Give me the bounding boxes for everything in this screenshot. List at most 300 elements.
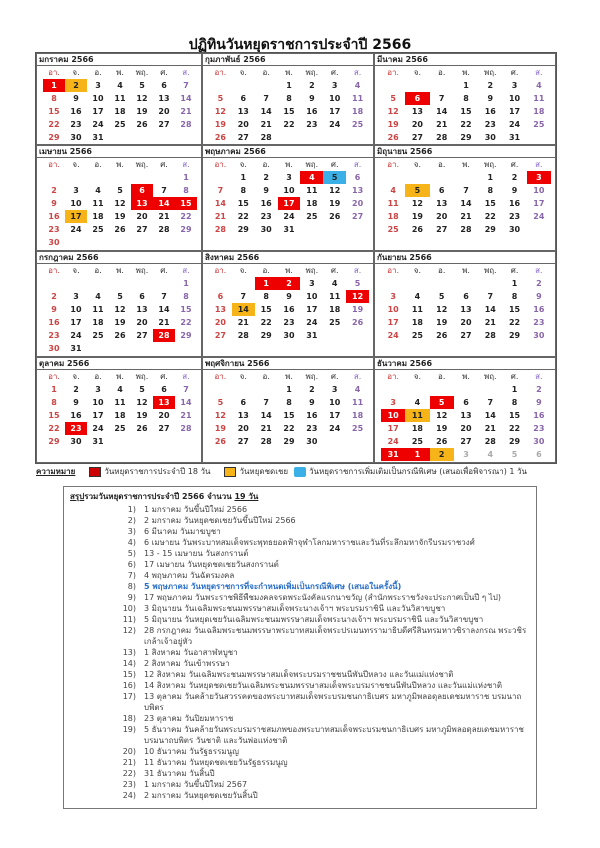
day-cell: 7 [263, 398, 269, 407]
day-cell: 28 [260, 437, 272, 446]
day-cell: 29 [48, 133, 60, 142]
day-cell: 2 [511, 173, 518, 182]
item-text: 14 สิงหาคม วันหยุดชดเชยวันเฉลิมพระชนมพรรษาสมเด็จพระบรมราชชนนีพันปีหลวง และวันแม่แห่งชาติ [144, 681, 503, 690]
red-swatch-icon [89, 467, 101, 477]
day-cell: 14 [180, 398, 192, 407]
day-cell: 9 [536, 292, 542, 301]
day-cell: 23 [508, 212, 521, 221]
day-cell: 10 [70, 305, 82, 314]
day-cell: 10 [329, 94, 341, 103]
day-cell: 9 [263, 186, 269, 195]
day-cell: 12 [387, 107, 399, 116]
day-cell: 19 [136, 107, 148, 116]
day-cell: 6 [405, 92, 429, 105]
day-cell: 14 [158, 305, 170, 314]
day-cell: 22 [460, 120, 472, 129]
day-cell: 17 [65, 210, 87, 223]
day-cell: 29 [180, 225, 192, 234]
day-cell: 11 [405, 409, 429, 422]
day-cell: 24 [92, 120, 104, 129]
weekday-header: พ. [462, 372, 470, 381]
day-cell: 9 [511, 186, 518, 195]
legend-item-regular [89, 465, 210, 478]
day-cell: 8 [51, 398, 57, 407]
day-cell: 29 [180, 331, 192, 340]
day-cell: 28 [460, 225, 472, 234]
day-cell: 9 [309, 94, 315, 103]
item-text: 5 มิถุนายน วันหยุดเชยวันเฉลิมพระชนมพรรษาสมเด็จพระนางเจ้าฯ พระบรมราชินี และวันวิสาขบูชา [144, 615, 484, 624]
weekday-header: ส. [353, 372, 362, 381]
day-cell: 28 [484, 437, 496, 446]
weekday-header: ศ. [330, 160, 339, 169]
day-cell: 26 [329, 212, 341, 221]
day-cell: 11 [92, 199, 104, 208]
item-text: 5 ธันวาคม วันคล้ายวันพระบรมราชสมภพของพระบาทสมเด็จพระบรมชนกาธิเบศร มหาภูมิพลอดุลยเดชมหาราช บรมนาถบพิตร วันชาติ และวันพ่อแห่งชาติ [144, 725, 524, 745]
weekday-header: ศ. [330, 68, 339, 77]
weekday-header: อา. [214, 372, 227, 381]
day-cell: 13 [411, 107, 423, 116]
item-number: 18) [122, 714, 136, 723]
day-cell: 30 [48, 238, 60, 247]
day-cell: 31 [508, 133, 521, 142]
empty-cell [232, 383, 255, 396]
day-cell: 28 [484, 331, 496, 340]
day-cell: 24 [70, 331, 82, 340]
day-cell: 4 [331, 279, 338, 288]
day-cell: 21 [214, 212, 226, 221]
day-cell: 16 [306, 107, 318, 116]
day-cell: 10 [283, 186, 295, 195]
month-name: มีนาคม 2566 [375, 54, 555, 66]
day-cell: 3 [511, 81, 518, 90]
day-cell: 11 [387, 199, 399, 208]
weekday-header: พฤ. [135, 266, 149, 275]
day-cell: 5 [117, 186, 123, 195]
day-cell: 22 [283, 424, 295, 433]
day-cell: 10 [381, 409, 405, 422]
day-cell: 1 [183, 279, 189, 288]
month-name: เมษายน 2566 [37, 146, 201, 158]
next-year-day-cell: 4 [487, 450, 494, 459]
day-cell: 7 [263, 94, 269, 103]
day-cell: 5 [139, 81, 145, 90]
day-cell: 25 [306, 212, 318, 221]
month-name: กรกฎาคม 2566 [37, 252, 201, 264]
weekday-header: พฤ. [305, 68, 319, 77]
empty-cell [381, 171, 405, 184]
weekday-header: อา. [214, 266, 227, 275]
day-grid [375, 370, 555, 461]
day-cell: 22 [508, 318, 521, 327]
summary-item [70, 603, 530, 614]
empty-cell [454, 383, 478, 396]
item-number: 7) [127, 571, 136, 580]
holiday-summary [63, 486, 537, 809]
day-cell: 6 [354, 173, 361, 182]
weekday-header: จ. [72, 266, 80, 275]
summary-title [70, 490, 530, 503]
day-cell: 4 [390, 186, 396, 195]
item-text: 2 มกราคม วันหยุดชดเชยวันสิ้นปี [144, 791, 258, 800]
day-cell: 2 [536, 279, 542, 288]
month-block [202, 251, 374, 357]
day-cell: 18 [114, 107, 126, 116]
day-cell: 27 [460, 331, 472, 340]
day-cell: 17 [387, 424, 399, 433]
day-cell: 22 [48, 424, 60, 433]
weekday-header: อา. [214, 68, 227, 77]
legend-item-special [294, 465, 527, 478]
item-number: 11) [122, 615, 136, 624]
day-cell: 16 [70, 107, 82, 116]
day-cell: 27 [136, 331, 148, 340]
item-text: 17 เมษายน วันหยุดชดเชยวันสงกรานต์ [144, 560, 279, 569]
item-number: 22) [122, 769, 136, 778]
weekday-header: พ. [462, 68, 470, 77]
day-cell: 2 [536, 385, 542, 394]
summary-item [70, 669, 530, 680]
weekday-header: อ. [94, 266, 102, 275]
day-cell: 23 [70, 120, 82, 129]
day-cell: 1 [487, 173, 494, 182]
day-cell: 6 [131, 184, 153, 197]
empty-cell [381, 79, 405, 92]
day-cell: 4 [354, 81, 361, 90]
item-number: 24) [122, 791, 136, 800]
day-cell: 27 [237, 133, 249, 142]
day-cell: 4 [536, 81, 542, 90]
day-cell: 1 [286, 81, 292, 90]
day-cell: 20 [237, 120, 249, 129]
weekday-header: พฤ. [305, 266, 319, 275]
day-cell: 8 [286, 398, 292, 407]
day-cell: 17 [306, 305, 318, 314]
day-cell: 21 [180, 107, 192, 116]
month-block [374, 53, 556, 145]
summary-item [70, 658, 530, 669]
item-number: 14) [122, 659, 136, 668]
day-cell: 7 [161, 186, 167, 195]
day-cell: 18 [92, 212, 104, 221]
page-title: ปฏิทินวันหยุดราชการประจำปี 2566 [188, 37, 412, 53]
day-cell: 22 [237, 212, 249, 221]
empty-cell [454, 277, 478, 290]
day-grid [375, 66, 555, 144]
day-cell: 29 [460, 133, 472, 142]
day-cell: 5 [405, 184, 429, 197]
day-cell: 25 [114, 424, 126, 433]
day-cell: 3 [95, 385, 101, 394]
day-cell: 4 [117, 385, 123, 394]
day-cell: 2 [73, 385, 79, 394]
day-cell: 23 [260, 212, 272, 221]
month-name: พฤษภาคม 2566 [203, 146, 373, 158]
item-number: 20) [122, 747, 136, 756]
day-cell: 24 [306, 318, 318, 327]
day-cell: 22 [508, 424, 521, 433]
day-cell: 25 [387, 225, 399, 234]
summary-item [70, 757, 530, 768]
empty-cell [405, 79, 429, 92]
day-cell: 15 [48, 107, 60, 116]
day-grid [37, 264, 201, 355]
empty-cell [232, 277, 255, 290]
day-cell: 20 [158, 411, 170, 420]
item-text: 11 ธันวาคม วันหยุดชดเชยวันรัฐธรรมนูญ [144, 758, 288, 767]
empty-cell [65, 277, 87, 290]
day-cell: 2 [263, 173, 269, 182]
legend-item-compensatory [224, 465, 288, 478]
day-cell: 17 [508, 107, 521, 116]
day-cell: 2 [65, 79, 87, 92]
day-cell: 15 [283, 411, 295, 420]
item-text: 1 มกราคม วันขึ้นปีใหม่ 2567 [144, 780, 248, 789]
day-cell: 27 [460, 437, 472, 446]
day-cell: 20 [352, 199, 364, 208]
day-cell: 3 [286, 173, 292, 182]
weekday-header: อ. [94, 372, 102, 381]
weekday-header: อ. [262, 266, 270, 275]
day-cell: 23 [48, 331, 60, 340]
empty-cell [430, 79, 454, 92]
day-cell: 15 [180, 305, 192, 314]
month-name: มิถุนายน 2566 [375, 146, 555, 158]
day-cell: 23 [533, 424, 545, 433]
day-cell: 25 [92, 225, 104, 234]
weekday-header: พ. [116, 160, 124, 169]
day-cell: 9 [51, 199, 57, 208]
item-number: 19) [122, 725, 136, 734]
summary-item [70, 768, 530, 779]
day-cell: 11 [114, 94, 126, 103]
day-cell: 29 [508, 331, 521, 340]
day-cell: 9 [73, 398, 79, 407]
legend-text: วันหยุดราชการประจำปี 18 วัน [104, 467, 211, 476]
day-cell: 3 [95, 81, 101, 90]
day-cell: 12 [136, 398, 148, 407]
day-cell: 27 [436, 225, 448, 234]
weekday-header: อ. [94, 68, 102, 77]
day-cell: 30 [283, 331, 295, 340]
day-cell: 28 [260, 133, 272, 142]
item-number: 1) [127, 505, 136, 514]
weekday-header: จ. [72, 68, 80, 77]
day-cell: 18 [387, 212, 399, 221]
summary-item [70, 592, 530, 603]
day-grid [37, 158, 201, 249]
item-text: 2 สิงหาคม วันเข้าพรรษา [144, 659, 230, 668]
day-cell: 29 [484, 225, 496, 234]
weekday-header: ส. [182, 160, 190, 169]
day-cell: 22 [180, 318, 192, 327]
day-cell: 3 [390, 292, 396, 301]
day-cell: 28 [180, 120, 192, 129]
weekday-header: อา. [214, 160, 227, 169]
day-cell: 3 [331, 385, 338, 394]
day-cell: 12 [136, 94, 148, 103]
day-cell: 4 [117, 81, 123, 90]
summary-list [70, 504, 530, 801]
day-cell: 11 [411, 305, 423, 314]
day-cell: 25 [533, 120, 545, 129]
weekday-header: จ. [239, 266, 247, 275]
summary-item [70, 504, 530, 515]
day-cell: 8 [487, 186, 494, 195]
weekday-header: อ. [438, 372, 446, 381]
empty-cell [43, 171, 65, 184]
month-block [36, 145, 202, 251]
next-year-day-cell: 1 [405, 448, 429, 461]
day-cell: 5 [139, 385, 145, 394]
day-cell: 31 [92, 133, 104, 142]
day-cell: 30 [70, 133, 82, 142]
day-cell: 9 [487, 94, 494, 103]
month-name: พฤศจิกายน 2566 [203, 358, 373, 370]
day-cell: 24 [387, 331, 399, 340]
day-cell: 8 [286, 94, 292, 103]
day-cell: 2 [309, 385, 315, 394]
weekday-header: อา. [387, 266, 400, 275]
day-cell: 22 [484, 212, 496, 221]
weekday-header: อา. [48, 266, 60, 275]
weekday-header: อา. [48, 372, 60, 381]
day-grid [37, 66, 201, 144]
day-cell: 10 [92, 94, 104, 103]
day-cell: 4 [414, 398, 421, 407]
day-cell: 16 [260, 199, 272, 208]
item-text: 28 กรกฎาคม วันเฉลิมพระชนมพรรษาพระบาทสมเด็จพระปรเมนทรรามาธิบดีศรีสินทรมหาวชิราลงกรณ พระวชิรเกล้าเจ้าอยู่หัว [144, 626, 527, 646]
weekday-header: พ. [116, 372, 124, 381]
weekday-header: จ. [239, 160, 247, 169]
day-cell: 2 [309, 81, 315, 90]
day-cell: 16 [48, 212, 60, 221]
day-cell: 24 [70, 225, 82, 234]
weekday-header: ศ. [330, 372, 339, 381]
day-cell: 17 [92, 411, 104, 420]
empty-cell [430, 171, 454, 184]
day-cell: 26 [114, 225, 126, 234]
day-cell: 6 [161, 81, 167, 90]
item-text: 10 ธันวาคม วันรัฐธรรมนูญ [144, 747, 239, 756]
month-name: กันยายน 2566 [375, 252, 555, 264]
day-cell: 23 [306, 424, 318, 433]
weekday-header: พฤ. [135, 68, 149, 77]
day-cell: 26 [411, 225, 423, 234]
day-cell: 24 [329, 424, 341, 433]
legend-text: วันหยุดราชการเพิ่มเติมเป็นกรณีพิเศษ (เสนอเพื่อพิจารณา) 1 วัน [309, 467, 528, 476]
summary-title-prefix: สรุป [70, 492, 85, 501]
item-text: 3 มิถุนายน วันเฉลิมพระชนมพรรษาสมเด็จพระนางเจ้าฯ พระบรมราชินี และวันวิสาขบูชา [144, 604, 446, 613]
weekday-header: อ. [438, 160, 446, 169]
weekday-header: อ. [262, 68, 270, 77]
day-cell: 13 [460, 305, 472, 314]
weekday-header: จ. [239, 372, 247, 381]
day-cell: 17 [329, 107, 341, 116]
day-cell: 8 [511, 292, 518, 301]
day-cell: 6 [217, 292, 224, 301]
day-cell: 14 [214, 199, 226, 208]
weekday-header: พฤ. [305, 160, 319, 169]
orange-swatch-icon [224, 467, 236, 477]
day-cell: 9 [286, 292, 292, 301]
item-text: 1 มกราคม วันขึ้นปีใหม่ 2566 [144, 505, 248, 514]
day-cell: 1 [43, 79, 65, 92]
day-cell: 12 [214, 411, 226, 420]
month-block [202, 357, 374, 463]
day-cell: 25 [329, 318, 341, 327]
day-cell: 14 [232, 303, 255, 316]
day-cell: 21 [436, 120, 448, 129]
calendar-grid [36, 53, 556, 463]
month-block [202, 145, 374, 251]
empty-cell [255, 383, 278, 396]
day-cell: 25 [92, 331, 104, 340]
day-cell: 28 [180, 424, 192, 433]
day-cell: 26 [352, 318, 364, 327]
weekday-header: พฤ. [483, 372, 497, 381]
day-cell: 4 [414, 292, 421, 301]
day-cell: 11 [114, 398, 126, 407]
empty-cell [87, 277, 109, 290]
day-cell: 22 [48, 120, 60, 129]
summary-item [70, 559, 530, 570]
empty-cell [430, 277, 454, 290]
day-cell: 2 [51, 292, 57, 301]
day-cell: 20 [411, 120, 423, 129]
day-cell: 23 [48, 225, 60, 234]
month-block [374, 145, 556, 251]
day-cell: 12 [411, 199, 423, 208]
day-cell: 29 [283, 437, 295, 446]
day-cell: 25 [114, 120, 126, 129]
day-cell: 4 [95, 292, 101, 301]
empty-cell [209, 171, 232, 184]
item-number: 21) [122, 758, 136, 767]
month-block [374, 251, 556, 357]
weekday-header: ส. [535, 160, 543, 169]
empty-cell [87, 171, 109, 184]
day-cell: 29 [48, 437, 60, 446]
day-cell: 1 [511, 385, 518, 394]
day-cell: 25 [352, 120, 364, 129]
day-cell: 28 [436, 133, 448, 142]
summary-item [70, 614, 530, 625]
weekday-header: พฤ. [135, 160, 149, 169]
day-cell: 4 [300, 171, 323, 184]
day-cell: 18 [411, 318, 423, 327]
legend [36, 465, 527, 478]
day-cell: 18 [352, 411, 364, 420]
day-cell: 24 [508, 120, 521, 129]
day-cell: 13 [460, 411, 472, 420]
day-cell: 24 [387, 437, 399, 446]
day-cell: 7 [487, 398, 494, 407]
day-cell: 5 [217, 398, 224, 407]
empty-cell [405, 171, 429, 184]
year-calendar [35, 52, 557, 464]
day-grid [203, 66, 373, 144]
weekday-header: ศ. [160, 266, 168, 275]
month-block [36, 357, 202, 463]
item-number: 3) [127, 527, 136, 536]
day-cell: 7 [183, 81, 189, 90]
next-year-day-cell: 6 [536, 450, 542, 459]
day-cell: 15 [508, 411, 521, 420]
weekday-header: จ. [413, 372, 422, 381]
empty-cell [430, 383, 454, 396]
day-cell: 3 [527, 171, 551, 184]
weekday-header: ศ. [510, 372, 519, 381]
